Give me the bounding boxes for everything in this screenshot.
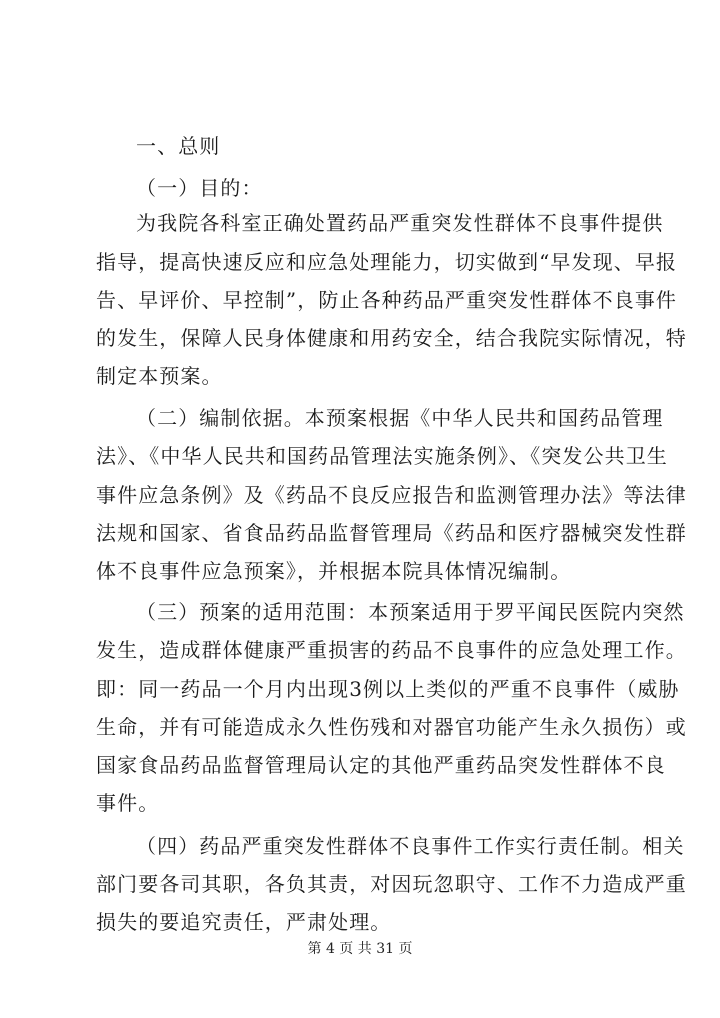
paragraph-line: 告、早评价、早控制”，防止各种药品严重突发性群体不良事件	[96, 288, 678, 312]
paragraph-line: 生命，并有可能造成永久性伤残和对器官功能产生永久损伤）或	[96, 715, 687, 739]
paragraph-line: （四）药品严重突发性群体不良事件工作实行责任制。相关	[136, 834, 685, 858]
paragraph-line: 损失的要追究责任，严肃处理。	[96, 910, 392, 934]
paragraph-line: 的发生，保障人民身体健康和用药安全，结合我院实际情况，特	[96, 326, 687, 350]
paragraph-line: 为我院各科室正确处置药品严重突发性群体不良事件提供	[136, 211, 664, 235]
paragraph-line: 国家食品药品监督管理局认定的其他严重药品突发性群体不良	[96, 753, 666, 777]
section-heading: 一、总则	[136, 134, 221, 158]
subsection-title: （一）目的：	[136, 176, 263, 200]
paragraph-line: 指导，提高快速反应和应急处理能力，切实做到“早发现、早报	[96, 250, 678, 274]
paragraph-line: 体不良事件应急预案》，并根据本院具体情况编制。	[96, 559, 572, 583]
paragraph-line: 事件。	[96, 791, 160, 815]
paragraph-line: （三）预案的适用范围：本预案适用于罗平闻民医院内突然	[136, 600, 685, 624]
paragraph-line: 部门要各司其职，各负其责，对因玩忽职守、工作不力造成严重	[96, 872, 687, 896]
paragraph-line: 法》、《中华人民共和国药品管理法实施条例》、《突发公共卫生	[96, 444, 668, 468]
paragraph-line: 即：同一药品一个月内出现3例以上类似的严重不良事件（威胁	[96, 677, 680, 701]
paragraph-line: 法规和国家、省食品药品监督管理局《药品和医疗器械突发性群	[96, 521, 687, 545]
paragraph-line: 发生，造成群体健康严重损害的药品不良事件的应急处理工作。	[96, 638, 687, 662]
paragraph-line: （二）编制依据。本预案根据《中华人民共和国药品管理	[136, 406, 664, 430]
paragraph-line: 事件应急条例》及《药品不良反应报告和监测管理办法》等法律	[96, 483, 687, 507]
paragraph-line: 制定本预案。	[96, 364, 223, 388]
page-number-footer: 第 4 页 共 31 页	[307, 941, 413, 957]
